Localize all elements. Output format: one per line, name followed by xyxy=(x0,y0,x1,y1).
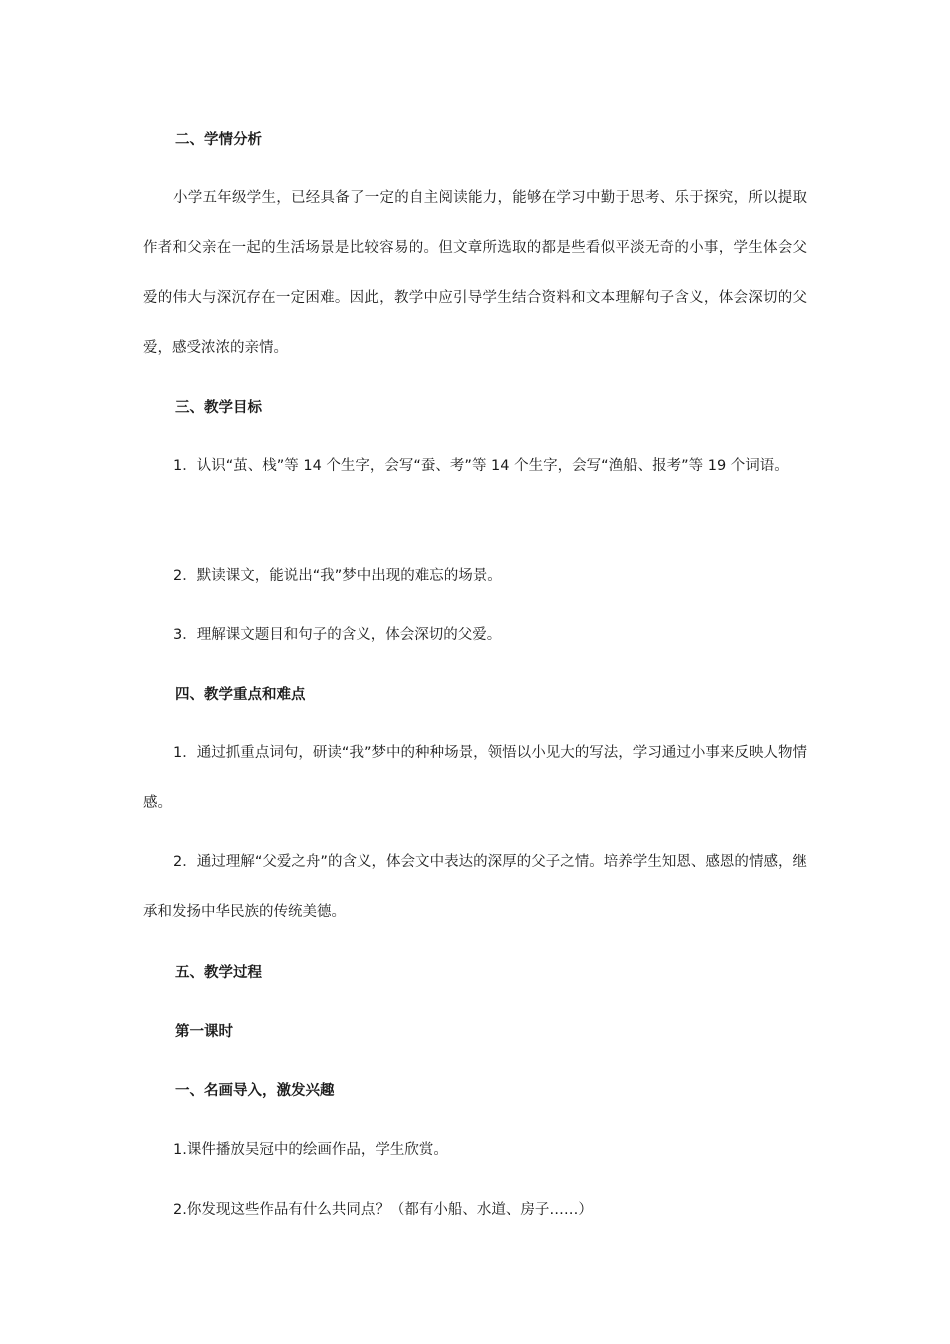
section-heading-learner-analysis: 二、学情分析 xyxy=(175,132,262,148)
teaching-goal-item-2: 2．默读课文，能说出“我”梦中出现的难忘的场景。 xyxy=(173,568,502,584)
lesson-heading-first: 第一课时 xyxy=(175,1024,233,1040)
learner-analysis-paragraph: 小学五年级学生，已经具备了一定的自主阅读能力，能够在学习中勤于思考、乐于探究，所以提取作者和父亲在一起的生活场景是比较容易的。但文章所选取的都是些看似平淡无奇的小事，学生体会父爱的伟大与深沉存在一定困难。因此，教学中应引导学生结合资料和文本理解句子含义，体会深切的父爱，感受浓浓的亲情。 xyxy=(143,190,807,356)
teaching-goal-item-1: 1．认识“茧、栈”等 14 个生字，会写“蚕、考”等 14 个生字，会写“渔船、报考”等 19 个词语。 xyxy=(173,458,789,474)
section-heading-teaching-process: 五、教学过程 xyxy=(175,965,262,981)
section-heading-teaching-goals: 三、教学目标 xyxy=(175,400,262,416)
teaching-goal-item-3: 3．理解课文题目和句子的含义，体会深切的父爱。 xyxy=(173,627,502,643)
step-item-1: 1.课件播放吴冠中的绘画作品，学生欣赏。 xyxy=(173,1142,448,1158)
key-point-item-1: 1．通过抓重点词句，研读“我”梦中的种种场景，领悟以小见大的写法，学习通过小事来反映人物情感。 xyxy=(143,745,807,811)
key-point-item-2: 2．通过理解“父爱之舟”的含义，体会文中表达的深厚的父子之情。培养学生知恩、感恩的情感，继承和发扬中华民族的传统美德。 xyxy=(143,854,807,920)
step-heading-introduction: 一、名画导入，激发兴趣 xyxy=(175,1083,335,1099)
section-heading-key-points: 四、教学重点和难点 xyxy=(175,687,306,703)
step-item-2: 2.你发现这些作品有什么共同点？（都有小船、水道、房子……） xyxy=(173,1202,593,1218)
